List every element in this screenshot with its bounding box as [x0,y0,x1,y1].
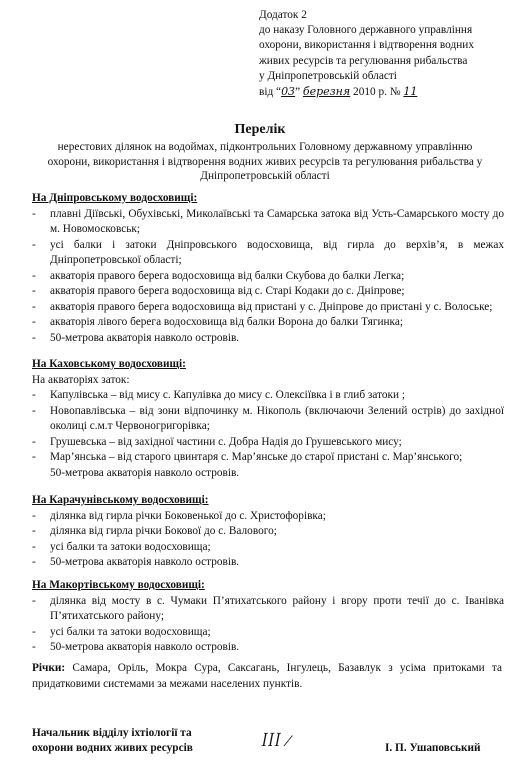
section-heading: На Карачунівському водосховищі: [32,494,209,506]
list-item: - ділянка від гирла річки Боковенької до с. Христофорівка; [32,509,504,525]
date-month: березня [302,85,351,99]
list-item: - ділянка від мосту в с. Чумаки П’ятихатського району і вгору проти течії до с. Іванівка П’ятихатського району; [32,594,504,625]
list-item: - усі балки і затоки Дніпровського водосховища, від гирла до верхів’я, в межах Дніпропетровської області; [32,238,504,269]
handwritten-signature: ꟾꟾꟾ ⁄ [262,734,291,750]
annex-line: охорони, використання і відтворення водних [259,39,474,52]
section-heading: На Каховському водосховищі: [32,358,186,370]
section-intro: На акваторіях заток: [32,373,130,386]
section-heading: На Макортівському водосховищі: [32,579,205,591]
list-item: - плавні Діївські, Обухівські, Миколаївські та Самарська затока від Усть-Самарського мосту до м. Новомосковськ; [32,207,504,238]
signatory-title [32,726,252,756]
list-item: - Новопавлівська – від зони відпочинку м. Нікополь (включаючи Зелений острів) до західної околиці с.м.т Червоногригорівка; [32,404,504,435]
date-mid: ” [295,86,303,99]
section-heading: На Дніпровському водосховищі: [32,192,198,204]
list-item: - 50-метрова акваторія навколо островів. [32,331,504,347]
list-item: - акваторія правого берега водосховища від с. Старі Кодаки до с. Дніпрове; [32,284,504,300]
rivers-label: Річки: [32,662,66,674]
list-item: - акваторія лівого берега водосховища від балки Ворона до балки Тягинка; [32,315,504,331]
list-item: - ділянка від гирла річки Бокової до с. Валового; [32,524,504,540]
list-item: - усі балки та затоки водосховища; [32,625,504,641]
signatory-title-line: охорони водних живих ресурсів [32,742,193,754]
date-year: 2010 р. № [350,86,401,99]
list-item: - Капулівська – від мису с. Капулівка до мису с. Олексіївка і в глиб затоки ; [32,388,504,404]
annex-line: живих ресурсів та регулювання рибальства [259,54,468,67]
order-number: 11 [403,85,418,99]
document-title: Перелік [234,122,286,137]
signer-name: І. П. Ушаповський [385,742,481,754]
list-item: - усі балки та затоки водосховища; [32,540,504,556]
list-item: - акваторія правого берега водосховища від пристані у с. Дніпрове до пристані у с. Волоське; [32,300,504,316]
annex-line: Додаток 2 [259,9,307,21]
list-item: - 50-метрова акваторія навколо островів. [32,640,504,656]
list-item: - Грушевська – від західної частини с. Добра Надія до Грушевського мису; [32,435,504,451]
annex-line: до наказу Головного державного управління [259,24,473,37]
date-prefix: від “ [259,86,282,99]
date-day: 03 [281,85,296,99]
list-item: - акваторія правого берега водосховища від балки Скубова до балки Легка; [32,269,504,285]
section-tail: 50-метрова акваторія навколо островів. [50,466,240,479]
annex-line: у Дніпропетровській області [259,69,397,82]
list-item: - Мар’янська – від старого цвинтаря с. Мар’янське до старої пристані с. Мар’янського; [32,450,504,466]
signatory-title-line: Начальник відділу іхтіології та [32,727,192,739]
document-subtitle: нерестових ділянок на водоймах, підконтрольних Головному державному управлінню охорони, використання і відтворення водних живих ресурсів та регулювання рибальства у Дніпропетровській області [47,141,483,182]
list-item: - 50-метрова акваторія навколо островів. [32,555,504,571]
rivers-text: Самара, Оріль, Мокра Сура, Саксагань, Інгулець, Базавлук з усіма притоками та придатковими системами за межами населених пунктів. [32,662,502,690]
